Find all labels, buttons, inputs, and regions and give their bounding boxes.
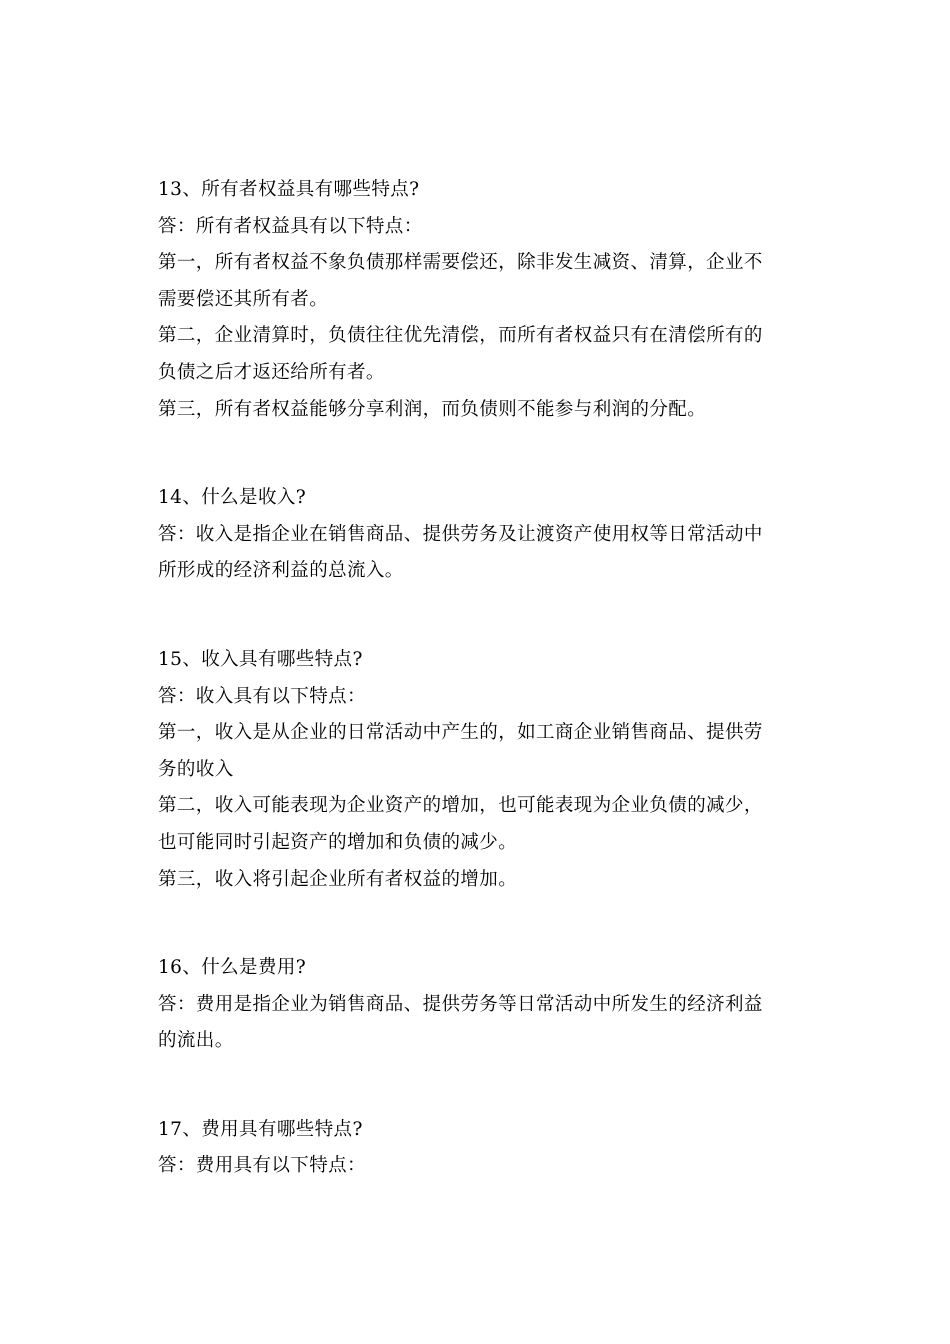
answer-line: 所形成的经济利益的总流入。	[158, 560, 404, 582]
answer-line: 第一，所有者权益不象负债那样需要偿还，除非发生减资、清算，企业不	[158, 252, 763, 274]
qa-section-17	[158, 1112, 790, 1185]
answer-line: 第二，企业清算时，负债往往优先清偿，而所有者权益只有在清偿所有的	[158, 325, 763, 347]
answer-line: 第二，收入可能表现为企业资产的增加，也可能表现为企业负债的减少，	[158, 795, 763, 817]
qa-section-16	[158, 950, 790, 1060]
answer-line: 第三，收入将引起企业所有者权益的增加。	[158, 868, 518, 890]
section-spacer	[158, 590, 790, 642]
qa-section-14	[158, 480, 790, 590]
document-page	[158, 172, 790, 1185]
answer-line: 需要偿还其所有者。	[158, 288, 329, 310]
question-heading: 14、什么是收入?	[158, 487, 307, 509]
answer-line: 答：费用具有以下特点：	[158, 1155, 366, 1177]
answer-line: 的流出。	[158, 1030, 234, 1052]
section-spacer	[158, 428, 790, 480]
answer-line: 答：费用是指企业为销售商品、提供劳务等日常活动中所发生的经济利益	[158, 993, 763, 1015]
section-spacer	[158, 1060, 790, 1112]
answer-line: 答：收入具有以下特点：	[158, 685, 366, 707]
question-heading: 17、费用具有哪些特点?	[158, 1118, 363, 1140]
qa-section-15	[158, 642, 790, 898]
question-heading: 15、收入具有哪些特点?	[158, 648, 363, 670]
answer-line: 第三，所有者权益能够分享利润，而负债则不能参与利润的分配。	[158, 398, 707, 420]
question-heading: 13、所有者权益具有哪些特点?	[158, 179, 420, 200]
qa-section-13	[158, 172, 790, 428]
answer-line: 负债之后才返还给所有者。	[158, 361, 385, 383]
answer-line: 答：所有者权益具有以下特点：	[158, 215, 423, 237]
answer-line: 答：收入是指企业在销售商品、提供劳务及让渡资产使用权等日常活动中	[158, 523, 763, 545]
answer-line: 也可能同时引起资产的增加和负债的减少。	[158, 831, 518, 853]
question-heading: 16、什么是费用?	[158, 957, 307, 979]
answer-line: 第一，收入是从企业的日常活动中产生的，如工商企业销售商品、提供劳	[158, 722, 763, 744]
answer-line: 务的收入	[158, 758, 234, 780]
section-spacer	[158, 898, 790, 950]
